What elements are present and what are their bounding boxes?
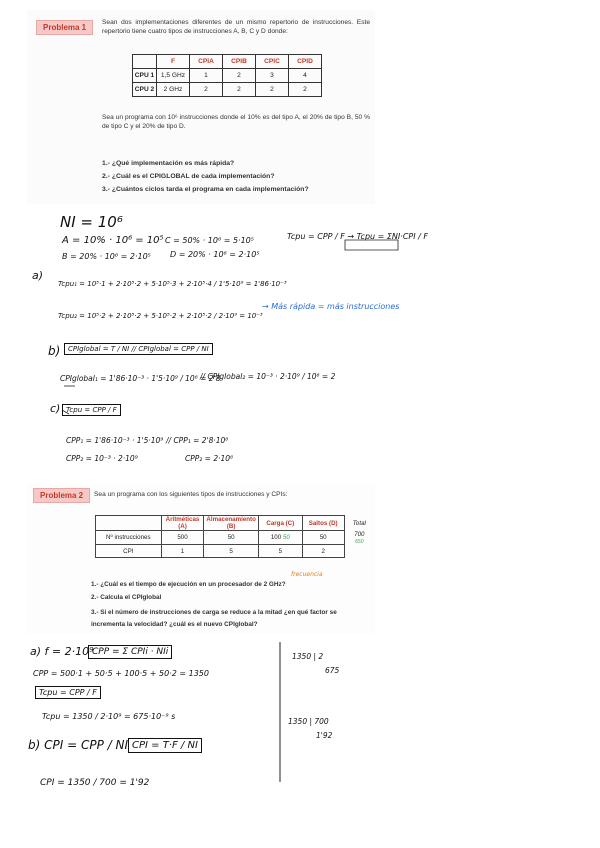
- question-2: 2.- ¿Cuál es el CPIGLOBAL de cada implementación?: [102, 173, 275, 180]
- cell: 50: [302, 531, 344, 545]
- hw-formula: Tcpu = CPP / F → Tcpu = ΣNI·CPI / F: [287, 232, 428, 241]
- p2-header: Saltos (D): [302, 516, 344, 531]
- cell: 2: [256, 83, 289, 97]
- hw2-side1: 1350 | 2: [292, 652, 324, 661]
- hw2-side2: 675: [325, 666, 340, 675]
- cell: 1,5 GHz: [157, 69, 190, 83]
- question-1: 1.- ¿Qué implementación es más rápida?: [102, 160, 235, 167]
- hw-a1: Tcpu₁ = 10⁵·1 + 2·10⁵·2 + 5·10⁵·3 + 2·10⁵·4 / 1'5·10⁹ = 1'86·10⁻³: [58, 280, 287, 288]
- cell: 1: [161, 545, 204, 558]
- header-cpic: CPIC: [256, 55, 289, 69]
- header-f: F: [157, 55, 190, 69]
- row1-label: CPU 1: [133, 69, 157, 83]
- hw-b: B = 20% · 10⁶ = 2·10⁵: [62, 252, 151, 261]
- hw-c-label: c): [50, 402, 61, 415]
- p2-header: Almacenamiento (B): [204, 516, 259, 531]
- hw-a: A = 10% · 10⁶ = 10⁵: [62, 235, 164, 246]
- cell: 1: [190, 69, 223, 83]
- problem2-intro: Sea un programa con los siguientes tipos de instrucciones y CPIs:: [94, 491, 288, 498]
- green-total: 650: [355, 538, 364, 545]
- cell: 2: [223, 83, 256, 97]
- hw-a-label: a): [32, 269, 44, 282]
- header-cpia: CPIA: [190, 55, 223, 69]
- cell: 4: [289, 69, 322, 83]
- hw-c2b: CPP₂ = 2·10⁶: [185, 454, 234, 463]
- formula-box: [345, 240, 398, 250]
- hw2-b-box: CPI = T·F / NI: [128, 738, 202, 753]
- hw-c2: CPP₂ = 10⁻³ · 2·10⁹: [66, 454, 138, 463]
- hw2-a2: Tcpu = 1350 / 2·10⁹ = 675·10⁻⁹ s: [42, 712, 176, 721]
- cell: 500: [161, 531, 204, 545]
- p2-question-2: 2.- Calcula el CPIglobal: [91, 594, 162, 601]
- hw-a2: Tcpu₂ = 10⁵·2 + 2·10⁵·2 + 5·10⁵·2 + 2·10⁵·2 / 2·10⁹ = 10⁻³: [58, 312, 263, 320]
- hw-c: C = 50% · 10⁶ = 5·10⁵: [165, 236, 254, 245]
- hw-c1b: // CPP₁ = 2'8·10⁶: [166, 436, 229, 445]
- cell: 5: [204, 545, 259, 558]
- row2-label: CPU 2: [133, 83, 157, 97]
- cell-value: 100: [270, 534, 282, 541]
- p2-row-label: CPI: [96, 545, 162, 558]
- problem1-badge: Problema 1: [36, 20, 93, 35]
- header-cpib: CPIB: [223, 55, 256, 69]
- hw-ni: NI = 10⁶: [60, 213, 123, 231]
- problem1-program: Sea un programa con 10⁶ instrucciones donde el 10% es del tipo A, el 20% de tipo B, 50 % de tipo C y el 20% de tipo D.: [102, 114, 370, 130]
- problem1-intro: Sean dos implementaciones diferentes de un mismo repertorio de instrucciones. Este repertorio tiene cuatro tipos de instrucciones A, B, C y D donde:: [102, 19, 370, 35]
- hw-b2: // CPIglobal₂ = 10⁻³ · 2·10⁹ / 10⁶ = 2: [200, 372, 336, 381]
- hw2-a1: CPP = 500·1 + 50·5 + 100·5 + 50·2 = 1350: [33, 669, 209, 678]
- hw2-b1: CPI = 1350 / 700 = 1'92: [40, 778, 150, 788]
- cell: 2: [289, 83, 322, 97]
- question-3: 3.- ¿Cuántos ciclos tarda el programa en cada implementación?: [102, 186, 309, 193]
- p2-question-3: 3.- Si el número de instrucciones de carga se reduce a la mitad ¿en qué factor se incrementa la velocidad? ¿cuál es el nuevo CPIglobal?: [91, 609, 337, 628]
- hw2-a-box: CPP = Σ CPIi · NIi: [88, 645, 172, 659]
- p2-row-label: Nº instrucciones: [96, 531, 162, 545]
- hw-c1: CPP₁ = 1'86·10⁻³ · 1'5·10⁹: [66, 436, 164, 445]
- hw2-side4: 1'92: [316, 731, 333, 740]
- hw-a2-note: → Más rápida = más instrucciones: [262, 302, 400, 311]
- orange-note: frecuencia: [291, 571, 323, 578]
- p2-header: Carga (C): [258, 516, 302, 531]
- hw2-a-box2: Tcpu = CPP / F: [35, 686, 101, 699]
- hw2-side3: 1350 | 700: [288, 717, 329, 726]
- cell: 2: [302, 545, 344, 558]
- hw2-b-label: b) CPI = CPP / NI: [28, 738, 128, 752]
- p2-question-1: 1.- ¿Cuál es el tiempo de ejecución en un procesador de 2 GHz?: [91, 581, 286, 588]
- cell: 2: [223, 69, 256, 83]
- hw-b-formula: CPIglobal = T / NI // CPIglobal = CPP / NI: [64, 343, 213, 355]
- problem2-badge: Problema 2: [33, 488, 90, 503]
- tick-mark: [62, 410, 69, 414]
- hw-b-label: b): [48, 344, 61, 358]
- green-annotation: 50: [282, 534, 290, 541]
- cell: 3: [256, 69, 289, 83]
- cell: 50: [204, 531, 259, 545]
- hw-b1: CPIglobal₁ = 1'86·10⁻³ · 1'5·10⁹ / 10⁶ = 2'8: [60, 374, 221, 383]
- cell: 2: [190, 83, 223, 97]
- cell: 2 GHz: [157, 83, 190, 97]
- hw-c-formula: Tcpu = CPP / F: [62, 404, 121, 416]
- cell: 5: [258, 545, 302, 558]
- p2-header: Aritméticas (A): [161, 516, 204, 531]
- p2-header-total: Total: [352, 519, 366, 527]
- hw-d: D = 20% · 10⁶ = 2·10⁵: [170, 250, 260, 259]
- header-cpid: CPID: [289, 55, 322, 69]
- hw2-a-label: a) f = 2·10⁹: [30, 645, 94, 658]
- total-value: 700: [354, 530, 365, 538]
